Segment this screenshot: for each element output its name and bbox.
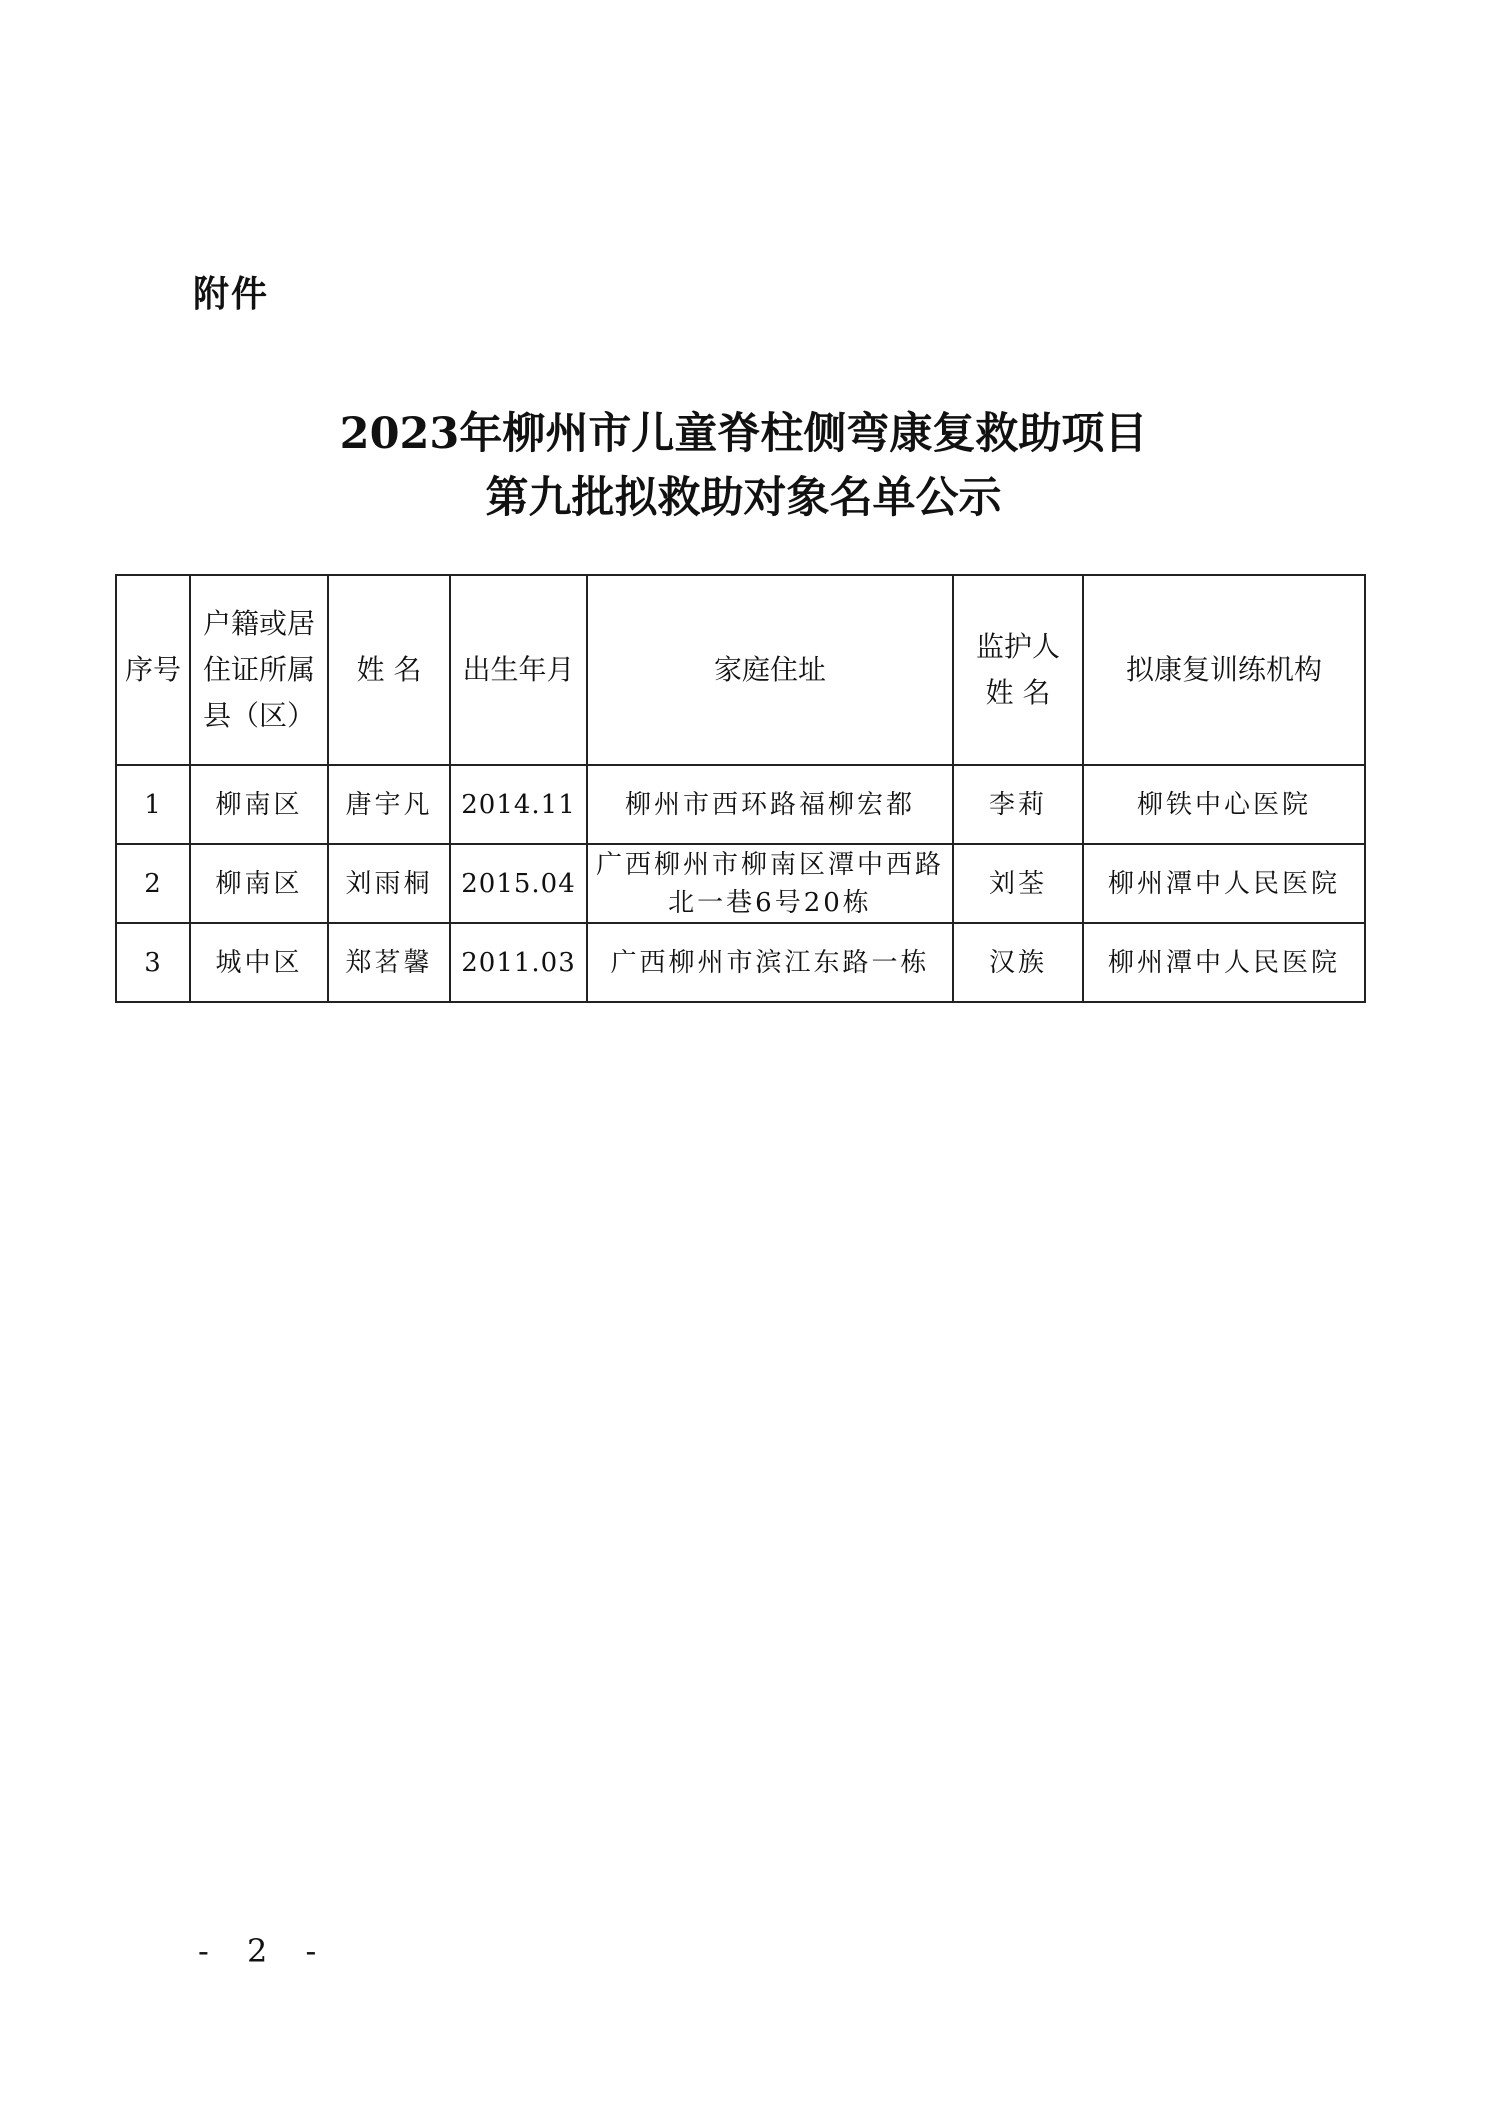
header-institution: 拟康复训练机构 (1083, 575, 1365, 765)
title-line-2: 第九批拟救助对象名单公示 (485, 473, 1002, 523)
title-line-1: 2023年柳州市儿童脊柱侧弯康复救助项目 (339, 409, 1148, 459)
header-address: 家庭住址 (587, 575, 953, 765)
row-birth: 2011.03 (450, 923, 587, 1002)
row-district: 柳南区 (190, 844, 328, 923)
header-index: 序号 (116, 575, 190, 765)
row-index: 2 (116, 844, 190, 923)
assistance-roster-table (115, 574, 1366, 1003)
header-name: 姓 名 (328, 575, 450, 765)
header-guardian-line-1: 监护人 (975, 630, 1060, 663)
document-title (0, 402, 1487, 530)
table-row (116, 844, 1365, 923)
row-address: 柳州市西环路福柳宏都 (587, 765, 953, 844)
header-district-line-3: 县（区） (202, 699, 315, 732)
table-header-row (116, 575, 1365, 765)
header-birth: 出生年月 (450, 575, 587, 765)
row-institution: 柳铁中心医院 (1083, 765, 1365, 844)
row-name: 刘雨桐 (328, 844, 450, 923)
page-number: - 2 - (198, 1932, 331, 1970)
row-birth: 2014.11 (450, 765, 587, 844)
row-guardian: 刘荃 (953, 844, 1083, 923)
row-district: 城中区 (190, 923, 328, 1002)
header-guardian (953, 575, 1083, 765)
row-name: 郑茗馨 (328, 923, 450, 1002)
attachment-label: 附件 (193, 274, 270, 315)
row-index: 1 (116, 765, 190, 844)
table-row (116, 923, 1365, 1002)
row-institution: 柳州潭中人民医院 (1083, 923, 1365, 1002)
header-district-line-1: 户籍或居 (202, 607, 315, 640)
row-name: 唐宇凡 (328, 765, 450, 844)
row-birth: 2015.04 (450, 844, 587, 923)
row-address: 广西柳州市滨江东路一栋 (587, 923, 953, 1002)
header-guardian-line-2: 姓 名 (985, 676, 1051, 709)
row-institution: 柳州潭中人民医院 (1083, 844, 1365, 923)
row-district: 柳南区 (190, 765, 328, 844)
row-guardian: 汉族 (953, 923, 1083, 1002)
table-row (116, 765, 1365, 844)
header-district (190, 575, 328, 765)
row-address: 广西柳州市柳南区潭中西路北一巷6号20栋 (587, 844, 953, 923)
row-guardian: 李莉 (953, 765, 1083, 844)
row-index: 3 (116, 923, 190, 1002)
header-district-line-2: 住证所属 (202, 653, 315, 686)
